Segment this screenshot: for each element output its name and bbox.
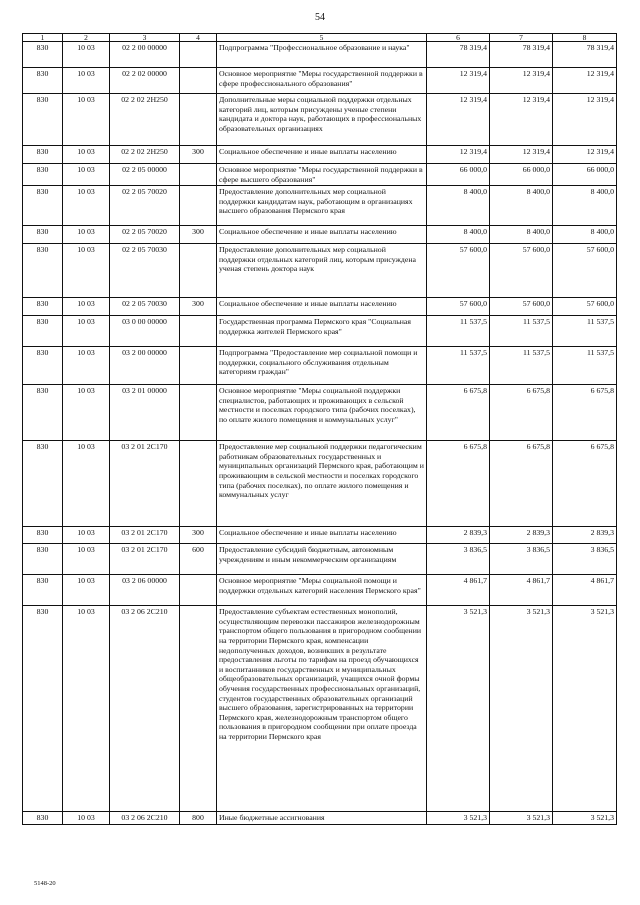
column-header: 2 bbox=[63, 34, 110, 42]
cell-description: Подпрограмма "Предоставление мер социальной помощи и поддержки, социального обслуживания отдельным категориям граждан" bbox=[217, 347, 427, 385]
cell-amount-col7: 11 537,5 bbox=[490, 316, 553, 347]
column-header: 7 bbox=[490, 34, 553, 42]
cell-description: Основное мероприятие "Меры социальной поддержки специалистов, работающих и проживающих в сельской местности и поселках городского типа (рабочих поселках), по оплате жилого помещения и коммунальных услуг" bbox=[217, 385, 427, 441]
cell-expense-type bbox=[180, 606, 217, 812]
cell-description: Социальное обеспечение и иные выплаты населению bbox=[217, 298, 427, 316]
cell-section-code: 10 03 bbox=[63, 812, 110, 825]
cell-section-code: 10 03 bbox=[63, 298, 110, 316]
cell-amount-col7: 2 839,3 bbox=[490, 527, 553, 544]
cell-admin-code: 830 bbox=[23, 146, 63, 164]
cell-target-article: 02 2 05 70020 bbox=[110, 186, 180, 226]
table-row bbox=[23, 226, 617, 244]
cell-amount-col7: 4 861,7 bbox=[490, 575, 553, 606]
table-row bbox=[23, 347, 617, 385]
cell-amount-col8: 8 400,0 bbox=[553, 186, 617, 226]
cell-expense-type: 600 bbox=[180, 544, 217, 575]
column-header: 3 bbox=[110, 34, 180, 42]
cell-amount-col8: 3 521,3 bbox=[553, 812, 617, 825]
table-row bbox=[23, 68, 617, 94]
cell-amount-col7: 12 319,4 bbox=[490, 94, 553, 146]
cell-amount-col7: 3 521,3 bbox=[490, 606, 553, 812]
cell-section-code: 10 03 bbox=[63, 347, 110, 385]
cell-admin-code: 830 bbox=[23, 385, 63, 441]
cell-amount-col7: 8 400,0 bbox=[490, 186, 553, 226]
cell-target-article: 03 0 00 00000 bbox=[110, 316, 180, 347]
cell-target-article: 02 2 05 00000 bbox=[110, 164, 180, 186]
cell-admin-code: 830 bbox=[23, 527, 63, 544]
cell-amount-col6: 11 537,5 bbox=[427, 347, 490, 385]
cell-admin-code: 830 bbox=[23, 441, 63, 527]
cell-amount-col6: 66 000,0 bbox=[427, 164, 490, 186]
table-row bbox=[23, 812, 617, 825]
cell-admin-code: 830 bbox=[23, 544, 63, 575]
cell-description: Социальное обеспечение и иные выплаты населению bbox=[217, 146, 427, 164]
cell-amount-col8: 78 319,4 bbox=[553, 42, 617, 68]
cell-description: Предоставление дополнительных мер социальной поддержки отдельных категорий лиц, которым присуждена ученая степень доктора наук bbox=[217, 244, 427, 298]
table-body bbox=[23, 42, 617, 825]
cell-amount-col6: 78 319,4 bbox=[427, 42, 490, 68]
cell-amount-col6: 3 521,3 bbox=[427, 812, 490, 825]
column-header: 4 bbox=[180, 34, 217, 42]
cell-target-article: 03 2 06 2С210 bbox=[110, 606, 180, 812]
cell-description: Предоставление субъектам естественных монополий, осуществляющим перевозки пассажиров железнодорожным транспортом общего пользования в пригородном сообщении на территории Пермского края, компенсации недополученных доходов, возникших в результате предоставления льготы по тарифам на проезд обучающихся и воспитанников государственных и муниципальных общеобразовательных организаций, учащихся очной формы обучения государственных профессиональных организаций, студентов государственных образовательных организаций высшего образования, зарегистрированных на территории Пермского края, железнодорожным транспортом общего пользования в пригородном сообщении при оплате проезда на территории Пермского края bbox=[217, 606, 427, 812]
cell-amount-col6: 12 319,4 bbox=[427, 146, 490, 164]
cell-admin-code: 830 bbox=[23, 164, 63, 186]
cell-admin-code: 830 bbox=[23, 316, 63, 347]
column-header: 6 bbox=[427, 34, 490, 42]
cell-amount-col8: 3 521,3 bbox=[553, 606, 617, 812]
table-row bbox=[23, 164, 617, 186]
cell-section-code: 10 03 bbox=[63, 441, 110, 527]
cell-amount-col8: 4 861,7 bbox=[553, 575, 617, 606]
cell-amount-col6: 57 600,0 bbox=[427, 298, 490, 316]
cell-description: Основное мероприятие "Меры социальной помощи и поддержки отдельных категорий населения Пермского края" bbox=[217, 575, 427, 606]
cell-amount-col7: 12 319,4 bbox=[490, 68, 553, 94]
cell-expense-type bbox=[180, 385, 217, 441]
cell-expense-type bbox=[180, 164, 217, 186]
cell-admin-code: 830 bbox=[23, 575, 63, 606]
cell-section-code: 10 03 bbox=[63, 68, 110, 94]
cell-expense-type: 300 bbox=[180, 527, 217, 544]
cell-amount-col7: 57 600,0 bbox=[490, 244, 553, 298]
cell-section-code: 10 03 bbox=[63, 244, 110, 298]
cell-expense-type: 800 bbox=[180, 812, 217, 825]
cell-expense-type: 300 bbox=[180, 146, 217, 164]
cell-admin-code: 830 bbox=[23, 812, 63, 825]
cell-description: Основное мероприятие "Меры государственной поддержки в сфере высшего образования" bbox=[217, 164, 427, 186]
page-number: 54 bbox=[315, 12, 325, 23]
cell-amount-col7: 6 675,8 bbox=[490, 385, 553, 441]
table-row bbox=[23, 575, 617, 606]
cell-section-code: 10 03 bbox=[63, 226, 110, 244]
table-row bbox=[23, 606, 617, 812]
cell-description: Иные бюджетные ассигнования bbox=[217, 812, 427, 825]
cell-target-article: 03 2 01 2С170 bbox=[110, 441, 180, 527]
cell-amount-col7: 11 537,5 bbox=[490, 347, 553, 385]
cell-amount-col7: 12 319,4 bbox=[490, 146, 553, 164]
cell-section-code: 10 03 bbox=[63, 606, 110, 812]
cell-section-code: 10 03 bbox=[63, 527, 110, 544]
cell-target-article: 02 2 05 70030 bbox=[110, 244, 180, 298]
cell-expense-type bbox=[180, 244, 217, 298]
cell-section-code: 10 03 bbox=[63, 94, 110, 146]
cell-amount-col7: 3 521,3 bbox=[490, 812, 553, 825]
cell-amount-col6: 6 675,8 bbox=[427, 441, 490, 527]
cell-section-code: 10 03 bbox=[63, 42, 110, 68]
cell-expense-type bbox=[180, 68, 217, 94]
cell-amount-col7: 6 675,8 bbox=[490, 441, 553, 527]
cell-amount-col8: 2 839,3 bbox=[553, 527, 617, 544]
cell-expense-type bbox=[180, 42, 217, 68]
cell-section-code: 10 03 bbox=[63, 186, 110, 226]
table-row bbox=[23, 94, 617, 146]
cell-section-code: 10 03 bbox=[63, 575, 110, 606]
cell-expense-type bbox=[180, 575, 217, 606]
cell-section-code: 10 03 bbox=[63, 316, 110, 347]
cell-expense-type: 300 bbox=[180, 298, 217, 316]
cell-amount-col7: 57 600,0 bbox=[490, 298, 553, 316]
cell-target-article: 02 2 05 70030 bbox=[110, 298, 180, 316]
column-header: 8 bbox=[553, 34, 617, 42]
cell-target-article: 02 2 05 70020 bbox=[110, 226, 180, 244]
cell-amount-col8: 6 675,8 bbox=[553, 385, 617, 441]
cell-amount-col6: 12 319,4 bbox=[427, 94, 490, 146]
table-row bbox=[23, 316, 617, 347]
cell-amount-col6: 3 521,3 bbox=[427, 606, 490, 812]
cell-amount-col6: 8 400,0 bbox=[427, 186, 490, 226]
table-row bbox=[23, 146, 617, 164]
cell-admin-code: 830 bbox=[23, 186, 63, 226]
cell-section-code: 10 03 bbox=[63, 385, 110, 441]
cell-admin-code: 830 bbox=[23, 244, 63, 298]
budget-table bbox=[22, 33, 617, 825]
cell-target-article: 02 2 02 2Н250 bbox=[110, 94, 180, 146]
cell-amount-col7: 66 000,0 bbox=[490, 164, 553, 186]
cell-expense-type bbox=[180, 316, 217, 347]
cell-amount-col6: 2 839,3 bbox=[427, 527, 490, 544]
column-header: 1 bbox=[23, 34, 63, 42]
cell-amount-col8: 11 537,5 bbox=[553, 347, 617, 385]
cell-section-code: 10 03 bbox=[63, 164, 110, 186]
cell-amount-col8: 6 675,8 bbox=[553, 441, 617, 527]
cell-target-article: 02 2 02 2Н250 bbox=[110, 146, 180, 164]
cell-admin-code: 830 bbox=[23, 606, 63, 812]
cell-amount-col6: 8 400,0 bbox=[427, 226, 490, 244]
cell-expense-type bbox=[180, 94, 217, 146]
table-row bbox=[23, 385, 617, 441]
column-number-row bbox=[23, 34, 617, 42]
cell-description: Социальное обеспечение и иные выплаты населению bbox=[217, 527, 427, 544]
cell-amount-col6: 6 675,8 bbox=[427, 385, 490, 441]
table-row bbox=[23, 298, 617, 316]
cell-amount-col7: 3 836,5 bbox=[490, 544, 553, 575]
cell-target-article: 03 2 06 2С210 bbox=[110, 812, 180, 825]
cell-amount-col6: 3 836,5 bbox=[427, 544, 490, 575]
cell-section-code: 10 03 bbox=[63, 544, 110, 575]
cell-target-article: 02 2 00 00000 bbox=[110, 42, 180, 68]
cell-amount-col6: 11 537,5 bbox=[427, 316, 490, 347]
cell-description: Предоставление дополнительных мер социальной поддержки кандидатам наук, работающим в организациях высшего образования Пермского края bbox=[217, 186, 427, 226]
footer-document-code: 5148-20 bbox=[34, 880, 56, 887]
cell-admin-code: 830 bbox=[23, 347, 63, 385]
table-row bbox=[23, 244, 617, 298]
cell-target-article: 02 2 02 00000 bbox=[110, 68, 180, 94]
cell-amount-col8: 57 600,0 bbox=[553, 244, 617, 298]
cell-amount-col8: 57 600,0 bbox=[553, 298, 617, 316]
cell-description: Государственная программа Пермского края "Социальная поддержка жителей Пермского края" bbox=[217, 316, 427, 347]
cell-admin-code: 830 bbox=[23, 226, 63, 244]
cell-description: Дополнительные меры социальной поддержки отдельных категорий лиц, которым присуждены ученые степени кандидата и доктора наук, работающих в профессиональных образовательных организациях bbox=[217, 94, 427, 146]
cell-target-article: 03 2 01 2С170 bbox=[110, 527, 180, 544]
table-row bbox=[23, 441, 617, 527]
cell-target-article: 03 2 01 00000 bbox=[110, 385, 180, 441]
cell-amount-col7: 8 400,0 bbox=[490, 226, 553, 244]
cell-admin-code: 830 bbox=[23, 68, 63, 94]
cell-description: Предоставление субсидий бюджетным, автономным учреждениям и иным некоммерческим организациям bbox=[217, 544, 427, 575]
table-row bbox=[23, 544, 617, 575]
cell-admin-code: 830 bbox=[23, 42, 63, 68]
table-row bbox=[23, 527, 617, 544]
cell-target-article: 03 2 00 00000 bbox=[110, 347, 180, 385]
cell-amount-col8: 11 537,5 bbox=[553, 316, 617, 347]
cell-admin-code: 830 bbox=[23, 94, 63, 146]
cell-description: Социальное обеспечение и иные выплаты населению bbox=[217, 226, 427, 244]
cell-section-code: 10 03 bbox=[63, 146, 110, 164]
cell-amount-col7: 78 319,4 bbox=[490, 42, 553, 68]
cell-description: Предоставление мер социальной поддержки педагогическим работникам образовательных государственных и муниципальных организаций Пермского края, работающим и проживающим в сельской местности и поселках городского типа (рабочих поселках), по оплате жилого помещения и коммунальных услуг bbox=[217, 441, 427, 527]
cell-expense-type bbox=[180, 186, 217, 226]
column-header: 5 bbox=[217, 34, 427, 42]
cell-target-article: 03 2 06 00000 bbox=[110, 575, 180, 606]
table-row bbox=[23, 42, 617, 68]
cell-expense-type bbox=[180, 441, 217, 527]
cell-amount-col8: 12 319,4 bbox=[553, 94, 617, 146]
cell-description: Подпрограмма "Профессиональное образование и наука" bbox=[217, 42, 427, 68]
cell-amount-col6: 12 319,4 bbox=[427, 68, 490, 94]
cell-amount-col6: 4 861,7 bbox=[427, 575, 490, 606]
cell-amount-col8: 3 836,5 bbox=[553, 544, 617, 575]
cell-description: Основное мероприятие "Меры государственной поддержки в сфере профессионального образования" bbox=[217, 68, 427, 94]
cell-admin-code: 830 bbox=[23, 298, 63, 316]
cell-amount-col6: 57 600,0 bbox=[427, 244, 490, 298]
cell-amount-col8: 66 000,0 bbox=[553, 164, 617, 186]
cell-target-article: 03 2 01 2С170 bbox=[110, 544, 180, 575]
cell-amount-col8: 12 319,4 bbox=[553, 68, 617, 94]
cell-expense-type bbox=[180, 347, 217, 385]
cell-expense-type: 300 bbox=[180, 226, 217, 244]
cell-amount-col8: 8 400,0 bbox=[553, 226, 617, 244]
cell-amount-col8: 12 319,4 bbox=[553, 146, 617, 164]
table-row bbox=[23, 186, 617, 226]
